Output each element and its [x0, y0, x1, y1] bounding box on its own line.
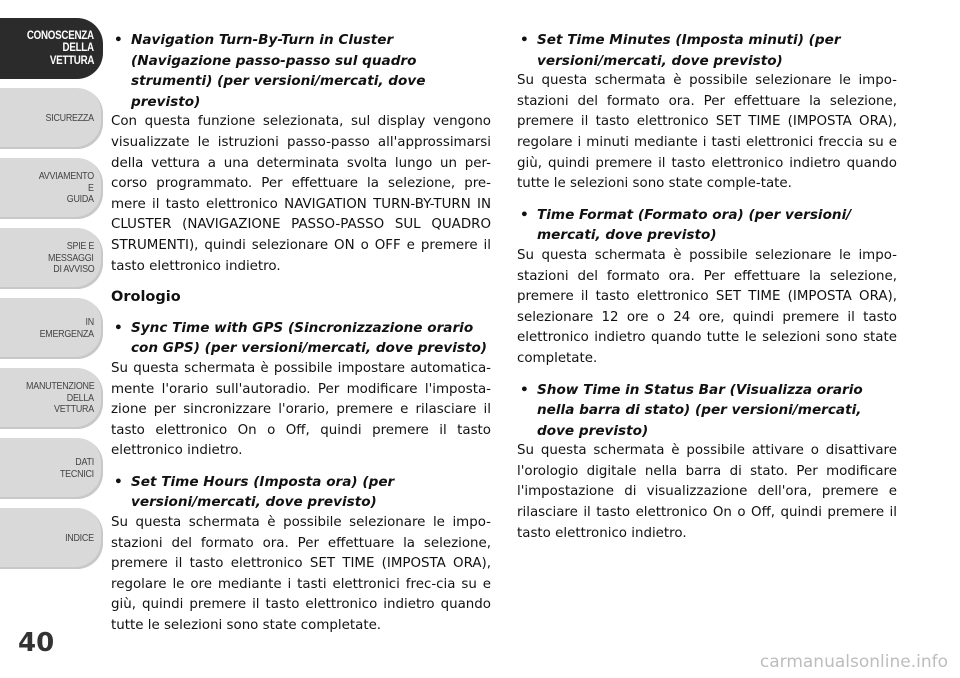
tab-sicurezza[interactable]: [0, 88, 103, 149]
body-paragraph: Su questa schermata è possibile selezionare le impo-stazioni del formato ora. Per effettuare la selezione, premere il tasto elettronico SET TIME (IMPOSTA ORA), regolare i minuti mediante i tasti elettronici freccia su e giù, quindi premere il tasto elettronico indietro quando tutte le selezioni sono state comple-tate.: [517, 73, 897, 192]
tab-label-line3: VETTURA: [49, 54, 94, 67]
tab-label-line3: DI AVVISO: [52, 263, 94, 276]
tab-label-line2: DELLA: [66, 391, 94, 404]
chapter-tabs: [0, 18, 103, 578]
tab-label-line3: GUIDA: [66, 193, 94, 206]
body-paragraph: Su questa schermata è possibile impostare automatica-mente l'orario sull'autoradio. Per modificare l'imposta-zione per sincronizzare l'orario, premere e rilasciare il tasto elettronico On o Off, quindi premere il tasto elettronico indietro.: [111, 360, 491, 459]
left-column: [111, 30, 491, 647]
body-paragraph: Su questa schermata è possibile selezionare le impo-stazioni del formato ora. Per effettuare la selezione, premere il tasto elettronico SET TIME (IMPOSTA ORA), regolare le ore mediante i tasti elettronici frec-cia su e giù, quindi premere il tasto elettronico indietro quando tutte le selezioni sono state completate.: [111, 515, 491, 634]
tab-label-line2: EMERGENZA: [39, 327, 94, 340]
body-paragraph: Su questa schermata è possibile selezionare le impo-stazioni del formato ora. Per effettuare la selezione, premere il tasto elettronico SET TIME (IMPOSTA ORA), selezionare 12 ore o 24 ore, quindi premere il tasto elettronico indietro quando tutte le selezioni sono state completate.: [517, 247, 897, 366]
item-heading: • Time Format (Formato ora) (per versioni/ mercati, dove previsto): [517, 205, 897, 246]
tab-avviamento-e-guida[interactable]: [0, 158, 103, 219]
tab-dati-tecnici[interactable]: [0, 438, 103, 499]
right-column: [517, 30, 897, 554]
body-paragraph: Con questa funzione selezionata, sul display vengono visualizzate le istruzioni passo-passo all'approssimarsi della vettura a una determinata svolta lungo un per-corso programmato. Per effettuare la selezione, pre-mere il tasto elettronico NAVIGATION TURN-BY-TURN IN CLUSTER (NAVIGAZIONE PASSO-PASSO SUL QUADRO STRUMENTI), quindi selezionare ON o OFF e premere il tasto elettronico indietro.: [111, 114, 491, 274]
tab-label-line1: IN: [85, 316, 94, 328]
tab-label-line2: TECNICI: [60, 467, 94, 480]
item-heading: • Set Time Hours (Imposta ora) (per versioni/mercati, dove previsto): [111, 472, 491, 513]
item-heading: • Sync Time with GPS (Sincronizzazione orario con GPS) (per versioni/mercati, dove previsto): [111, 318, 491, 359]
section-title: Orologio: [111, 289, 181, 306]
tab-label-line1: SICUREZZA: [45, 111, 94, 124]
watermark: carmanualsonline.info: [759, 652, 948, 672]
item-heading: • Navigation Turn-By-Turn in Cluster (Navigazione passo-passo sul quadro strumenti) (per versioni/mercati, dove previsto): [111, 30, 491, 112]
tab-label-line1: DATI: [75, 456, 94, 468]
tab-spie-e-messaggi[interactable]: [0, 228, 103, 289]
tab-conoscenza-della-vettura[interactable]: [0, 18, 103, 79]
tab-label-line1: SPIE E: [66, 240, 94, 253]
tab-label-line1: INDICE: [65, 531, 94, 544]
item-heading: • Show Time in Status Bar (Visualizza orario nella barra di stato) (per versioni/mercati, dove previsto): [517, 380, 897, 442]
tab-indice[interactable]: [0, 508, 103, 569]
tab-label-line2: MESSAGGI: [48, 251, 94, 264]
tab-label-line2: DELLA: [62, 42, 94, 55]
tab-label-line1: AVVIAMENTO: [38, 170, 94, 183]
tab-in-emergenza[interactable]: [0, 298, 103, 359]
page-number: 40: [18, 628, 55, 658]
tab-label-line2: E: [88, 181, 94, 194]
tab-manutenzione[interactable]: [0, 368, 103, 429]
tab-label-line3: VETTURA: [54, 403, 94, 416]
item-heading: • Set Time Minutes (Imposta minuti) (per versioni/mercati, dove previsto): [517, 30, 897, 71]
tab-label-line1: CONOSCENZA: [27, 29, 94, 42]
tab-label-line1: MANUTENZIONE: [25, 380, 94, 393]
body-paragraph: Su questa schermata è possibile attivare o disattivare l'orologio digitale nella barra di stato. Per modificare l'impostazione di visualizzazione dell'ora, premere e rilasciare il tasto elettronico On o Off, quindi premere il tasto elettronico indietro.: [517, 443, 897, 541]
